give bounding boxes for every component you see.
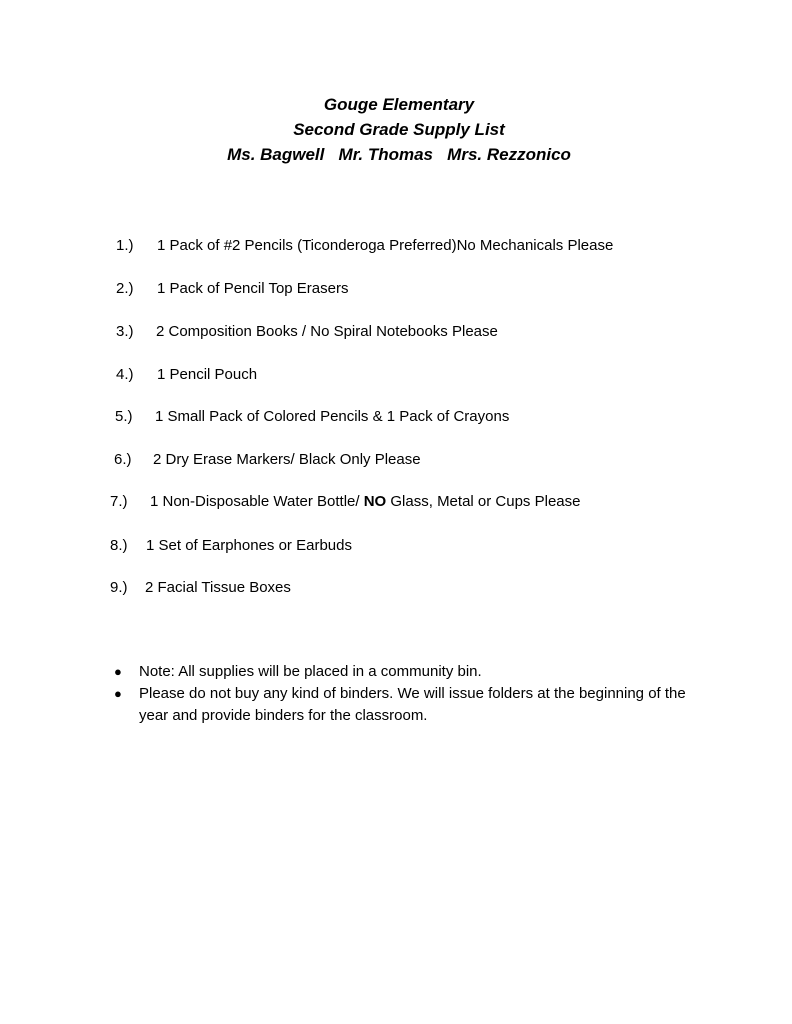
item-text	[150, 491, 580, 513]
item-text-after: Glass, Metal or Cups Please	[386, 493, 581, 510]
item-text: 1 Set of Earphones or Earbuds	[146, 537, 352, 554]
note-text: Note: All supplies will be placed in a community bin.	[139, 663, 482, 680]
item-text: 1 Pencil Pouch	[157, 366, 258, 383]
item-number: 5.)	[115, 408, 133, 425]
bullet-icon: ●	[114, 686, 122, 701]
school-name: Gouge Elementary	[323, 95, 475, 114]
teacher-names: Ms. Bagwell Mr. Thomas Mrs. Rezzonico	[227, 145, 571, 164]
item-number: 1.)	[116, 237, 134, 254]
item-text: 1 Pack of #2 Pencils (Ticonderoga Preferred)No Mechanicals Please	[157, 237, 614, 254]
bullet-icon: ●	[114, 664, 122, 679]
item-number: 9.)	[110, 579, 128, 596]
item-number: 7.)	[110, 493, 128, 510]
item-number: 3.)	[116, 323, 134, 340]
document-header	[0, 92, 792, 167]
item-text: 1 Pack of Pencil Top Erasers	[157, 280, 349, 297]
item-number: 2.)	[116, 280, 134, 297]
page-title: Second Grade Supply List	[293, 120, 505, 139]
item-text: 2 Composition Books / No Spiral Notebooks Please	[156, 323, 498, 340]
item-text: 2 Dry Erase Markers/ Black Only Please	[153, 451, 421, 468]
item-number: 4.)	[116, 366, 134, 383]
note-item	[0, 683, 699, 727]
item-text: 1 Small Pack of Colored Pencils & 1 Pack of Crayons	[155, 408, 510, 425]
item-text-before: 1 Non-Disposable Water Bottle/	[150, 493, 364, 510]
item-number: 6.)	[114, 451, 132, 468]
item-text: 2 Facial Tissue Boxes	[145, 579, 291, 596]
item-number: 8.)	[110, 537, 128, 554]
item-text-emphasis: NO	[363, 493, 387, 510]
note-text: Please do not buy any kind of binders. We will issue folders at the beginning of the year and provide binders for the classroom.	[139, 685, 686, 724]
notes-list	[0, 661, 792, 727]
note-item	[0, 661, 699, 683]
